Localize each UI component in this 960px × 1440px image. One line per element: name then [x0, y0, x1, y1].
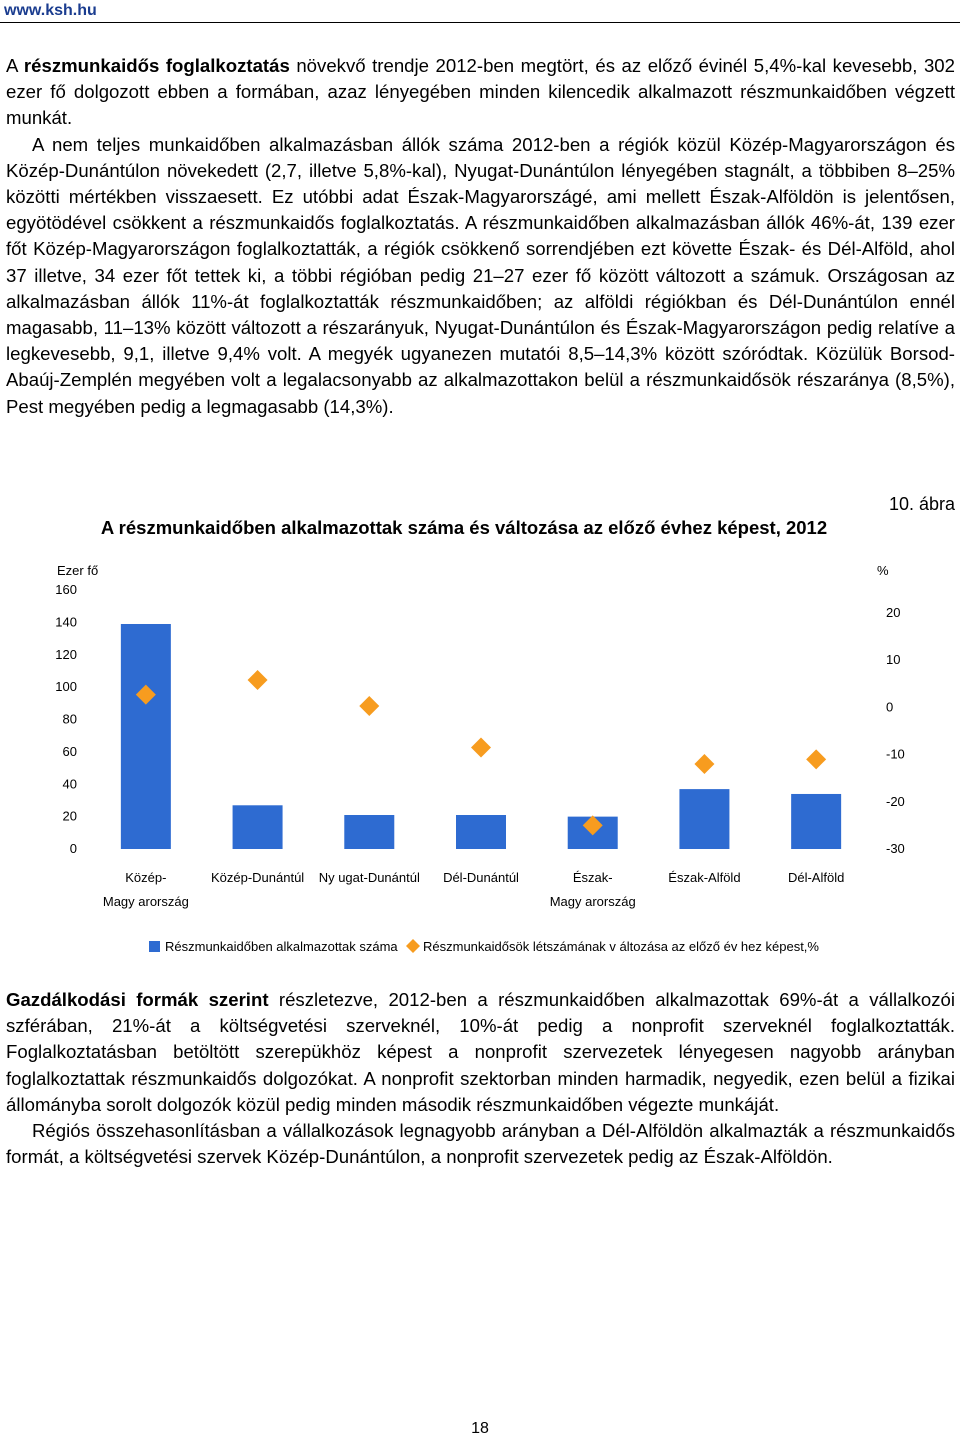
- left-tick-label: 120: [55, 646, 77, 662]
- left-tick-label: 0: [69, 841, 77, 856]
- bar: [679, 789, 729, 849]
- page-number: 18: [471, 1420, 489, 1437]
- left-tick-label: 80: [62, 711, 77, 727]
- after-p1-emphasis: Gazdálkodási formák szerint: [6, 989, 269, 1010]
- category-label: Dél-Alföld: [787, 870, 845, 885]
- right-tick-label: 0: [886, 699, 894, 715]
- change-marker: [359, 696, 379, 716]
- intro-section: [6, 53, 955, 420]
- left-tick-label: 60: [62, 743, 77, 759]
- category-label: Észak-Alföld: [668, 870, 741, 885]
- right-tick-label: 10: [886, 652, 901, 668]
- legend-marker-swatch: [406, 939, 420, 953]
- category-label: Magy arország: [102, 894, 189, 909]
- category-label: Dél-Dunántúl: [443, 870, 519, 885]
- category-label: Közép-Dunántúl: [210, 870, 305, 885]
- intro-paragraph-1: [6, 53, 955, 132]
- after-section: [6, 987, 955, 1170]
- figure-number: 10. ábra: [888, 494, 955, 514]
- intro-p1-emphasis: részmunkaidős foglalkoztatás: [23, 55, 290, 76]
- category-label: Közép-: [125, 870, 167, 885]
- combo-chart: [0, 555, 960, 975]
- right-axis-label: %: [877, 563, 889, 578]
- left-tick-label: 100: [55, 679, 77, 695]
- after-p1-text: részletezve, 2012-ben a részmunkaidőben alkalmazottak 69%-át a vállalkozói szférában, 21%-át a költségvetési szerveknél, 10%-át pedig a nonprofit szerveknél foglalkoztatták. Foglalkoztatásban betöltött szerepükhöz képest a nonprofit szervezetek lényegesen nagyobb arányban foglalkoztattak részmunkaidős dolgozókat. A nonprofit szektorban minden harmadik, negyedik, ezen belül a fizikai állományba sorolt dolgozók közül pedig minden második részmunkaidőben végezte munkáját.: [6, 989, 956, 1115]
- change-marker: [694, 754, 714, 774]
- change-marker: [806, 749, 826, 769]
- bar: [233, 805, 283, 849]
- change-marker: [471, 738, 491, 758]
- right-tick-label: 20: [886, 605, 901, 620]
- change-marker: [248, 670, 268, 690]
- figure-title: A részmunkaidőben alkalmazottak száma és változása az előző évhez képest, 2012: [100, 517, 828, 538]
- left-tick-label: 140: [55, 614, 77, 630]
- right-tick-label: -20: [886, 793, 905, 809]
- right-tick-label: -10: [886, 746, 905, 762]
- site-url[interactable]: www.ksh.hu: [4, 2, 97, 19]
- after-paragraph-1: [6, 987, 955, 1118]
- intro-paragraph-2: A nem teljes munkaidőben alkalmazásban állók száma 2012-ben a régiók közül Közép-Magyarországon és Közép-Dunántúlon növekedett (2,7, illetve 5,8%-kal), Nyugat-Dunántúlon lényegében stagnált, a többiben 8–25% közötti mértékben visszaesett. Ez utóbbi adat Észak-Magyarországé, ami mellett Észak-Alföldön is jelentősen, egyötödével csökkent a részmunkaidős foglalkoztatás. A részmunkaidőben alkalmazásban állók 46%-át, 139 ezer főt Közép-Magyarországon foglalkoztatták, a régiók csökkenő sorrendjében ezt követte Észak- és Dél-Alföld, ahol 37 illetve, 34 ezer főt tettek ki, a többi régióban pedig 21–27 ezer fő között változott a számuk. Országosan az alkalmazásban állók 11%-át foglalkoztatták részmunkaidőben; az alföldi régiókban és Dél-Dunántúlon ennél magasabb, 11–13% között változott a részarányuk, Nyugat-Dunántúlon és Észak-Magyarországon pedig relatíve a legkevesebb, 9,1, illetve 9,4% volt. A megyék ugyanezen mutatói 8,5–14,3% között szóródtak. Közülük Borsod-Abaúj-Zemplén megyében volt a legalacsonyabb az alkalmazottakon belül a részmunkaidősök részaránya (8,5%), Pest megyében pedig a legmagasabb (14,3%).: [6, 133, 955, 417]
- left-tick-label: 20: [62, 808, 77, 824]
- intro-p1-text: növekvő trendje 2012-ben megtört, és az előző évinél 5,4%-kal kevesebb, 302 ezer fő dolgozott ebben a formában, azaz lényegében minden kilencedik alkalmazott részmunkaidőben végzett munkát.: [6, 55, 955, 129]
- legend-marker-label: Részmunkaidősök létszámának v áltozása az előző év hez képest,%: [423, 939, 819, 954]
- left-tick-label: 160: [55, 582, 77, 597]
- left-tick-label: 40: [62, 776, 77, 792]
- legend-bar-label: Részmunkaidőben alkalmazottak száma: [165, 939, 398, 954]
- right-tick-label: -30: [886, 841, 905, 856]
- bar: [456, 815, 506, 849]
- header-rule: [0, 22, 960, 23]
- bar: [791, 794, 841, 849]
- category-label: Magy arország: [549, 894, 636, 909]
- intro-p1-lead: A: [6, 55, 24, 76]
- legend-bar-swatch: [149, 941, 160, 952]
- category-label: Ny ugat-Dunántúl: [318, 870, 420, 885]
- bar: [121, 624, 171, 849]
- after-paragraph-2: Régiós összehasonlításban a vállalkozások legnagyobb arányban a Dél-Alföldön alkalmazták a részmunkaidős formát, a költségvetési szervek Közép-Dunántúlon, a nonprofit szervezetek pedig az Észak-Alföldön.: [6, 1120, 955, 1168]
- bar: [344, 815, 394, 849]
- left-axis-label: Ezer fő: [57, 563, 99, 578]
- category-label: Észak-: [572, 870, 613, 885]
